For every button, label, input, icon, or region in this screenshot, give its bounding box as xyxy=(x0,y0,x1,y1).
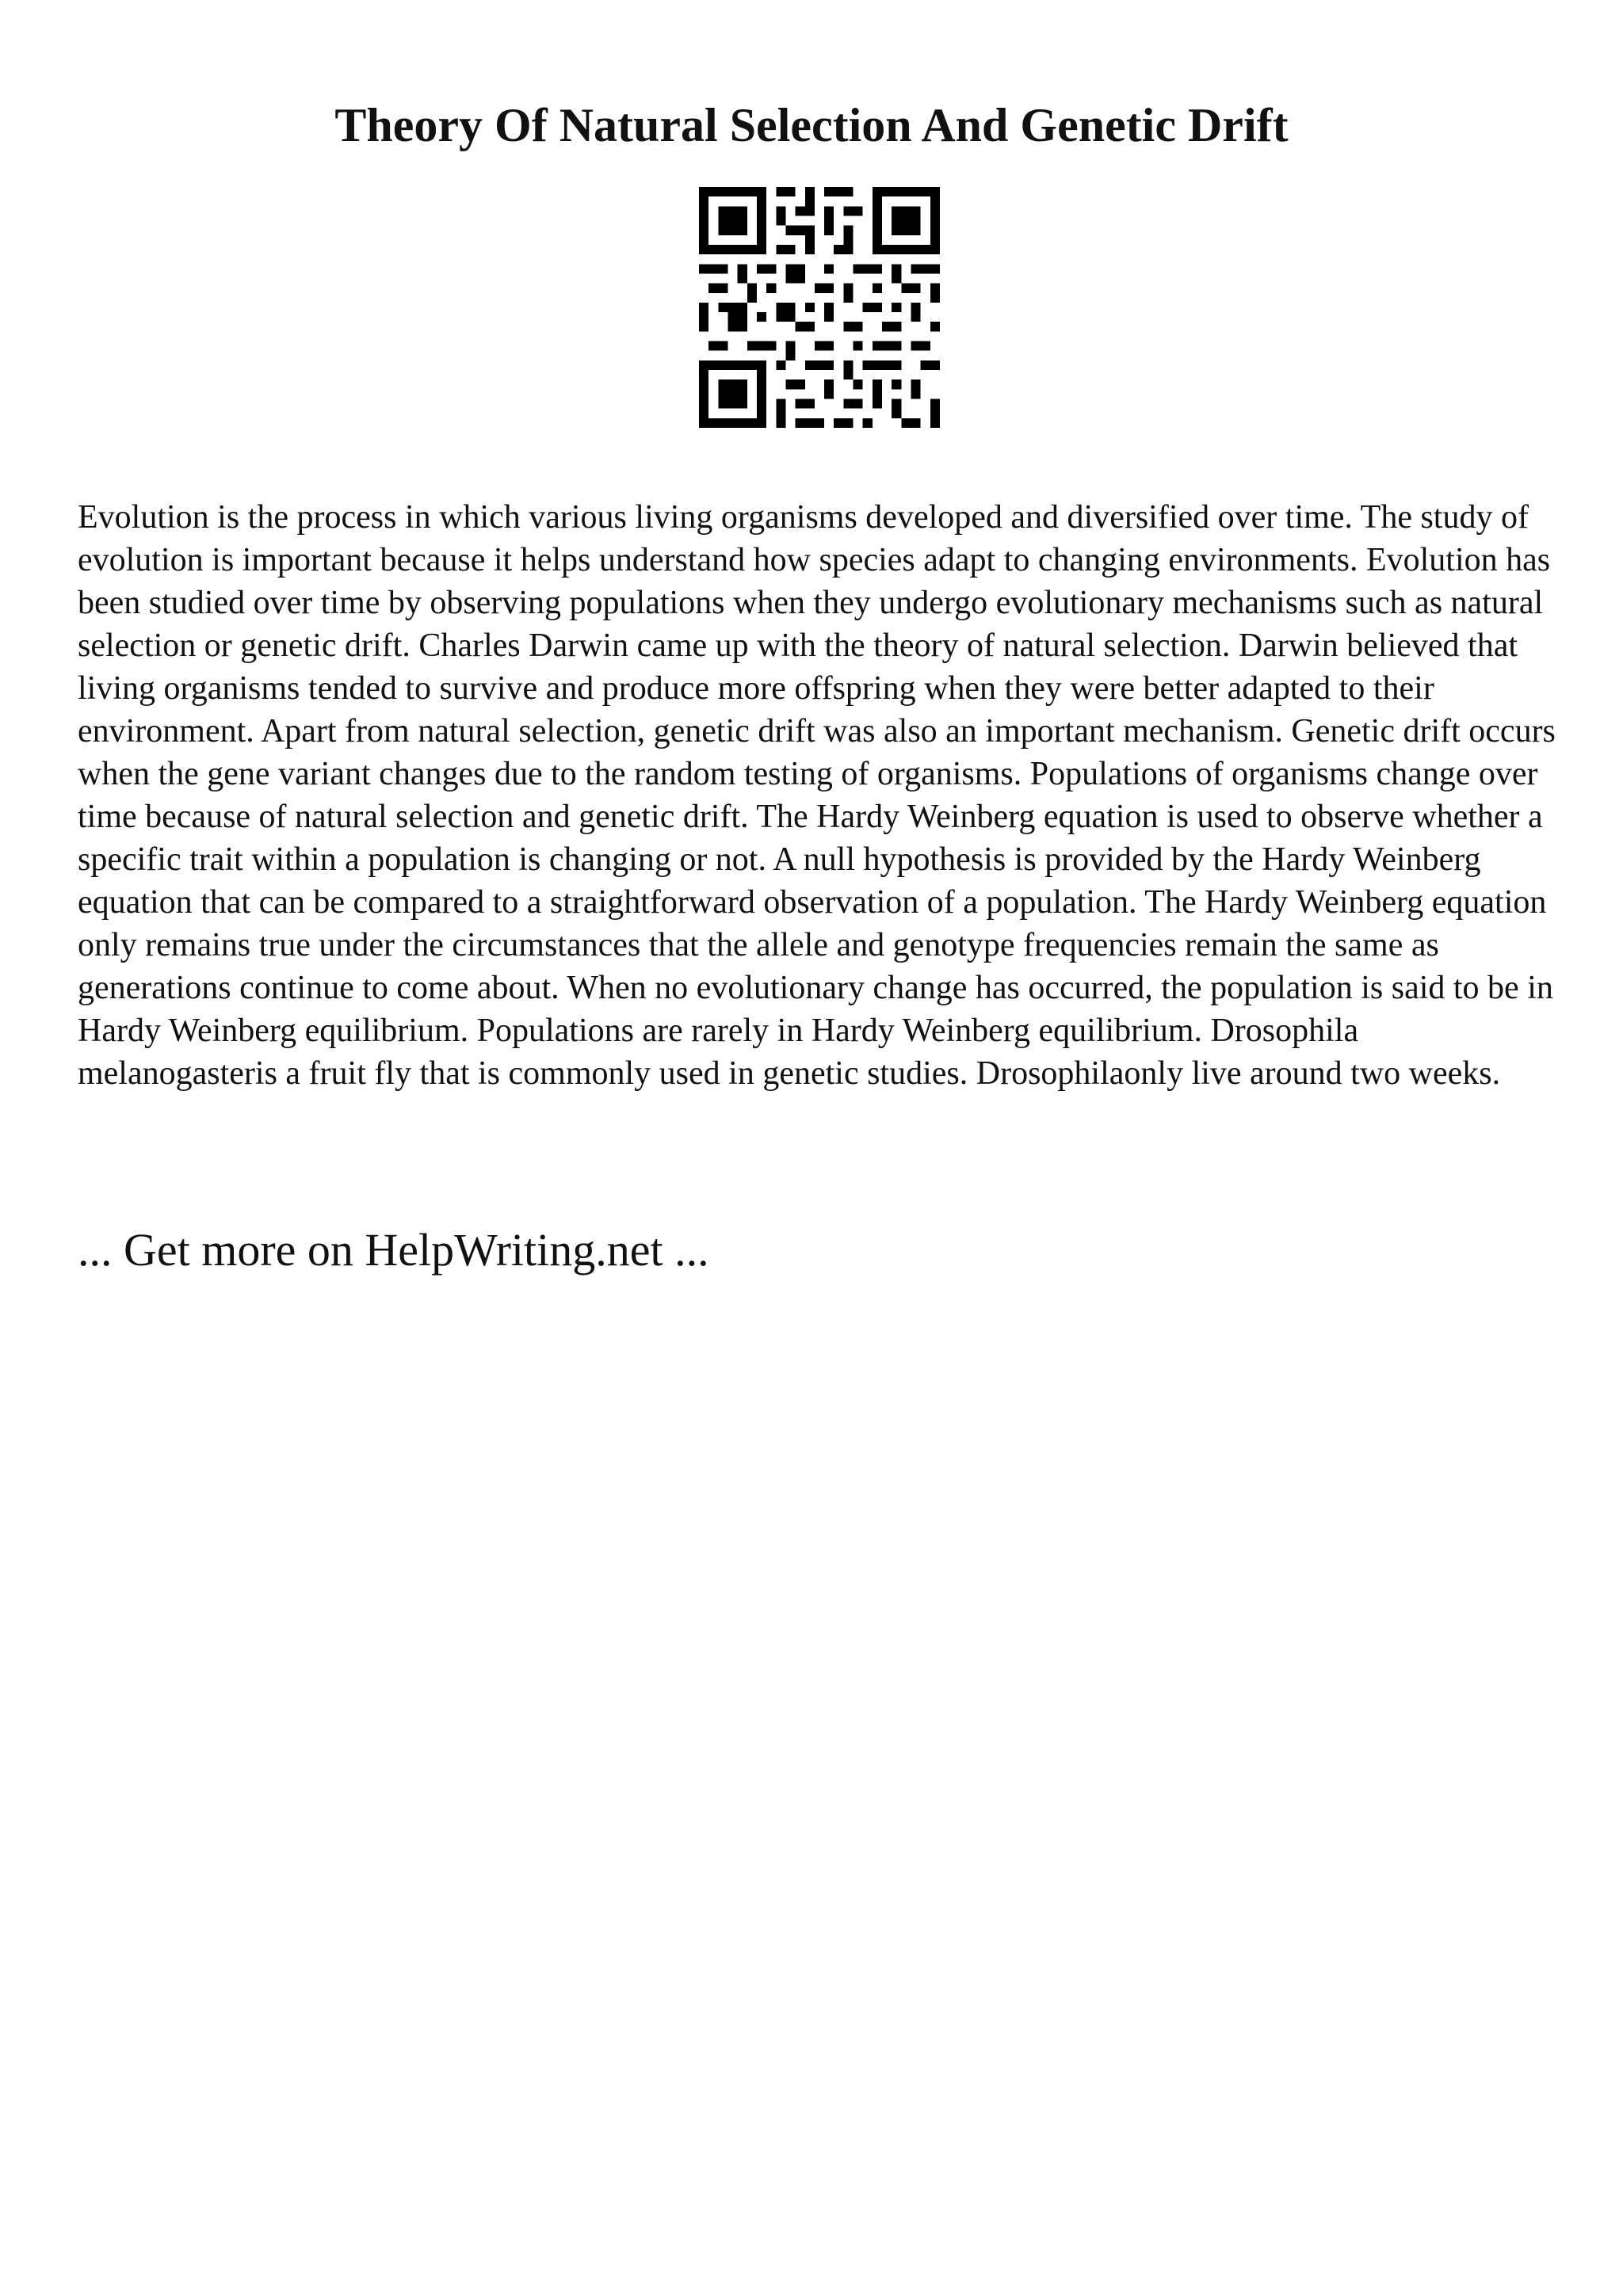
body-paragraph: Evolution is the process in which various living organisms developed and diversified over time. The study of evolution is important because it helps understand how species adapt to changing environments. Evolution has been studied over time by observing populations when they undergo evolutionary mechanisms such as natural selection or genetic drift. Charles Darwin came up with the theory of natural selection. Darwin believed that living organisms tended to survive and produce more offspring when they were better adapted to their environment. Apart from natural selection, genetic drift was also an important mechanism. Genetic drift occurs when the gene variant changes due to the random testing of organisms. Populations of organisms change over time because of natural selection and genetic drift. The Hardy Weinberg equation is used to observe whether a specific trait within a population is changing or not. A null hypothesis is provided by the Hardy Weinberg equation that can be compared to a straightforward observation of a population. The Hardy Weinberg equation only remains true under the circumstances that the allele and genotype frequencies remain the same as generations continue to come about. When no evolutionary change has occurred, the population is said to be in Hardy Weinberg equilibrium. Populations are rarely in Hardy Weinberg equilibrium. Drosophila melanogasteris a fruit fly that is commonly used in genetic studies. Drosophilaonly live around two weeks. xyxy=(78,499,1556,1092)
document-title: Theory Of Natural Selection And Genetic Drift xyxy=(334,99,1289,151)
qr-code-icon xyxy=(699,187,940,428)
helpwriting-link[interactable]: ... Get more on HelpWriting.net ... xyxy=(78,1224,709,1276)
